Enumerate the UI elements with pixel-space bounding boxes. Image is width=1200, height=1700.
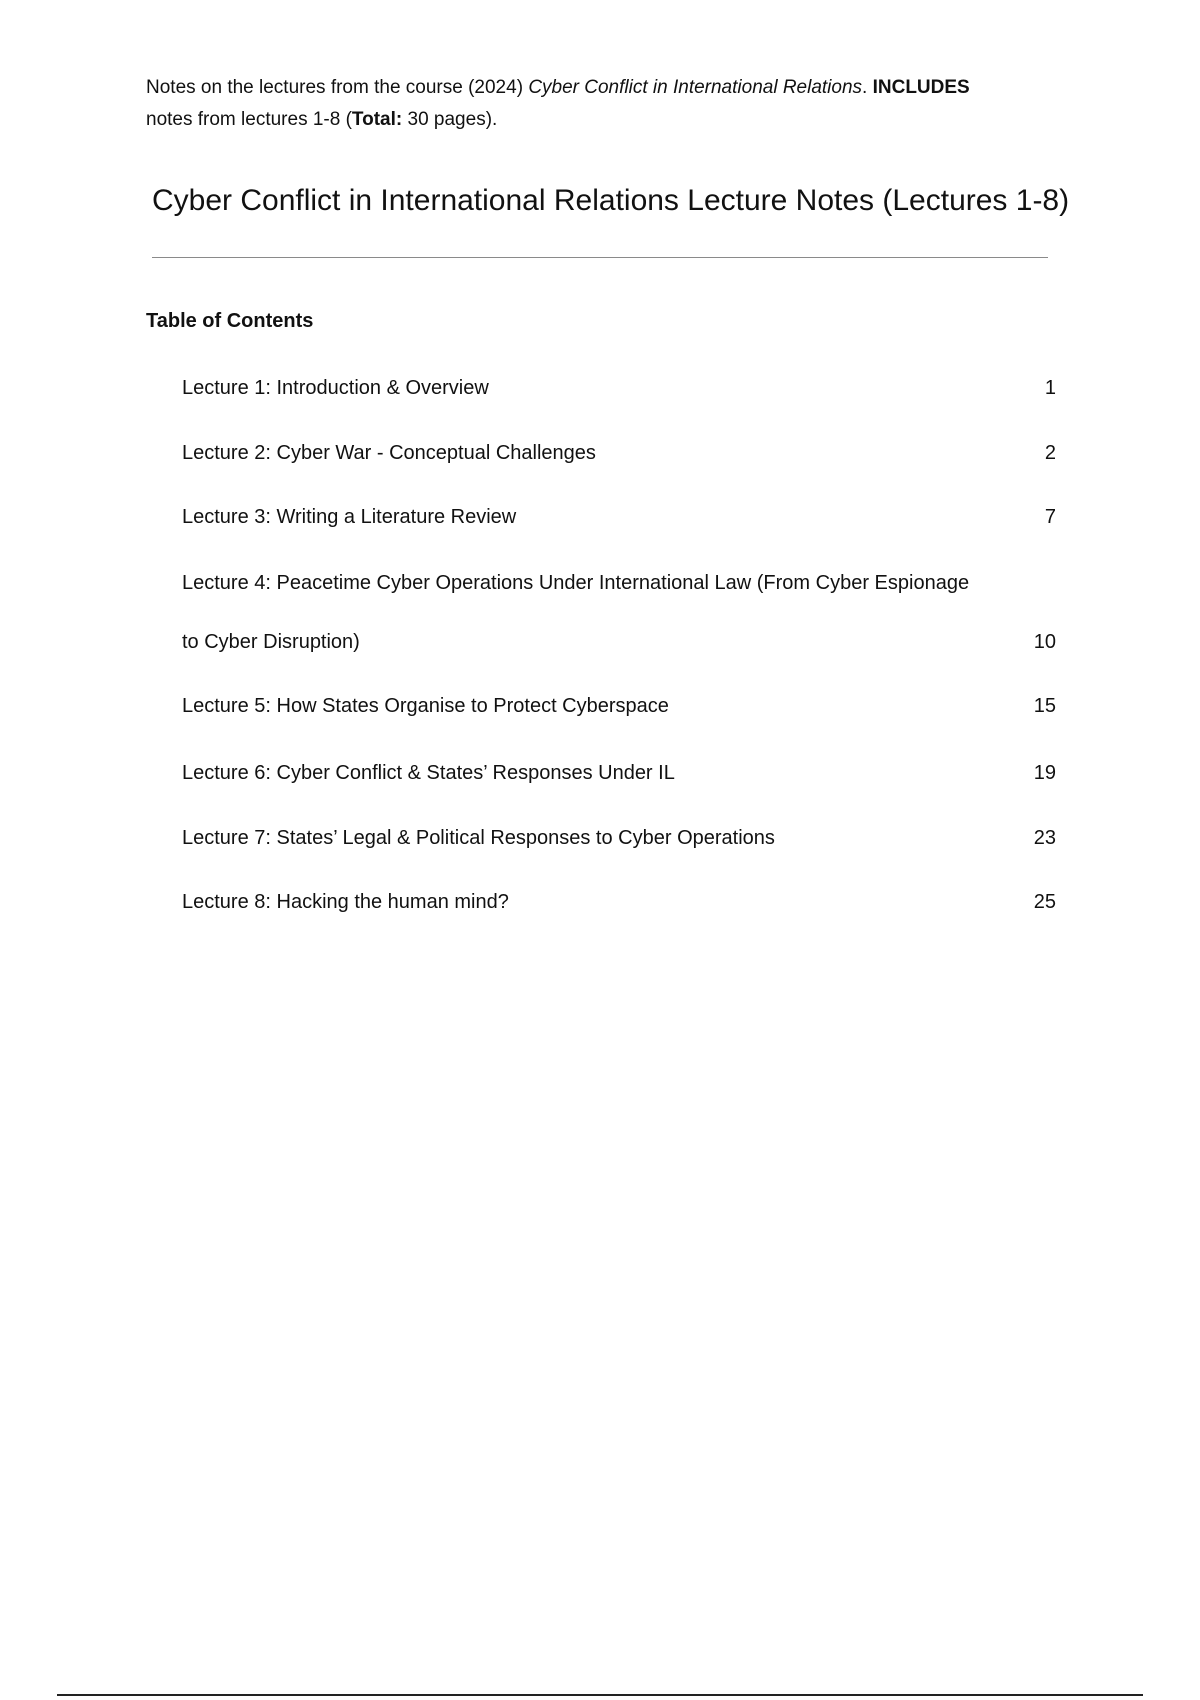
toc-entry-lecture-7[interactable] <box>182 823 1056 853</box>
toc-entry-page: 7 <box>1044 506 1056 528</box>
footer-divider <box>57 1694 1143 1696</box>
toc-entry-title: Lecture 2: Cyber War - Conceptual Challenges <box>182 442 596 464</box>
intro-line2-suffix: 30 pages). <box>402 109 498 130</box>
title-divider <box>152 257 1048 258</box>
toc-entry-page: 1 <box>1044 377 1056 399</box>
toc-entry-title: Lecture 7: States’ Legal & Political Responses to Cyber Operations <box>182 827 775 849</box>
toc-entry-title: Lecture 8: Hacking the human mind? <box>182 891 509 913</box>
toc-entry-lecture-2[interactable] <box>182 438 1056 468</box>
intro-includes: INCLUDES <box>872 77 970 98</box>
toc-entry-lecture-6[interactable] <box>182 758 1056 788</box>
intro-line2-prefix: notes from lectures 1-8 ( <box>146 109 352 130</box>
toc-entry-title: Lecture 1: Introduction & Overview <box>182 377 489 399</box>
toc-entry-page: 10 <box>1033 631 1056 653</box>
toc-entry-lecture-1[interactable] <box>182 373 1056 403</box>
intro-course-title: Cyber Conflict in International Relations <box>528 77 863 98</box>
toc-entry-title: Lecture 3: Writing a Literature Review <box>182 506 517 528</box>
toc-entry-lecture-3[interactable] <box>182 502 1056 532</box>
intro-paragraph <box>146 72 1046 136</box>
toc-entry-page: 23 <box>1033 827 1056 849</box>
intro-period: . <box>862 77 873 98</box>
toc-entry-title: Lecture 6: Cyber Conflict & States’ Responses Under IL <box>182 762 675 784</box>
toc-entry-lecture-5[interactable] <box>182 691 1056 721</box>
toc-entry-title-line1: Lecture 4: Peacetime Cyber Operations Under International Law (From Cyber Espionage <box>182 572 970 594</box>
intro-total-label: Total: <box>351 109 403 130</box>
document-title: Cyber Conflict in International Relations Lecture Notes (Lectures 1-8) <box>152 184 1070 217</box>
toc-heading: Table of Contents <box>146 310 314 332</box>
toc-entry-lecture-8[interactable] <box>182 887 1056 917</box>
toc-entry-page: 19 <box>1033 762 1056 784</box>
intro-prefix: Notes on the lectures from the course (2024) <box>146 77 529 98</box>
toc-entry-page: 2 <box>1044 442 1056 464</box>
toc-entry-page: 15 <box>1033 695 1056 717</box>
toc-entry-title-line2: to Cyber Disruption) <box>182 631 360 653</box>
toc-entry-title: Lecture 5: How States Organise to Protect Cyberspace <box>182 695 669 717</box>
toc-entry-page: 25 <box>1033 891 1056 913</box>
toc-entry-lecture-4[interactable] <box>182 568 1056 657</box>
